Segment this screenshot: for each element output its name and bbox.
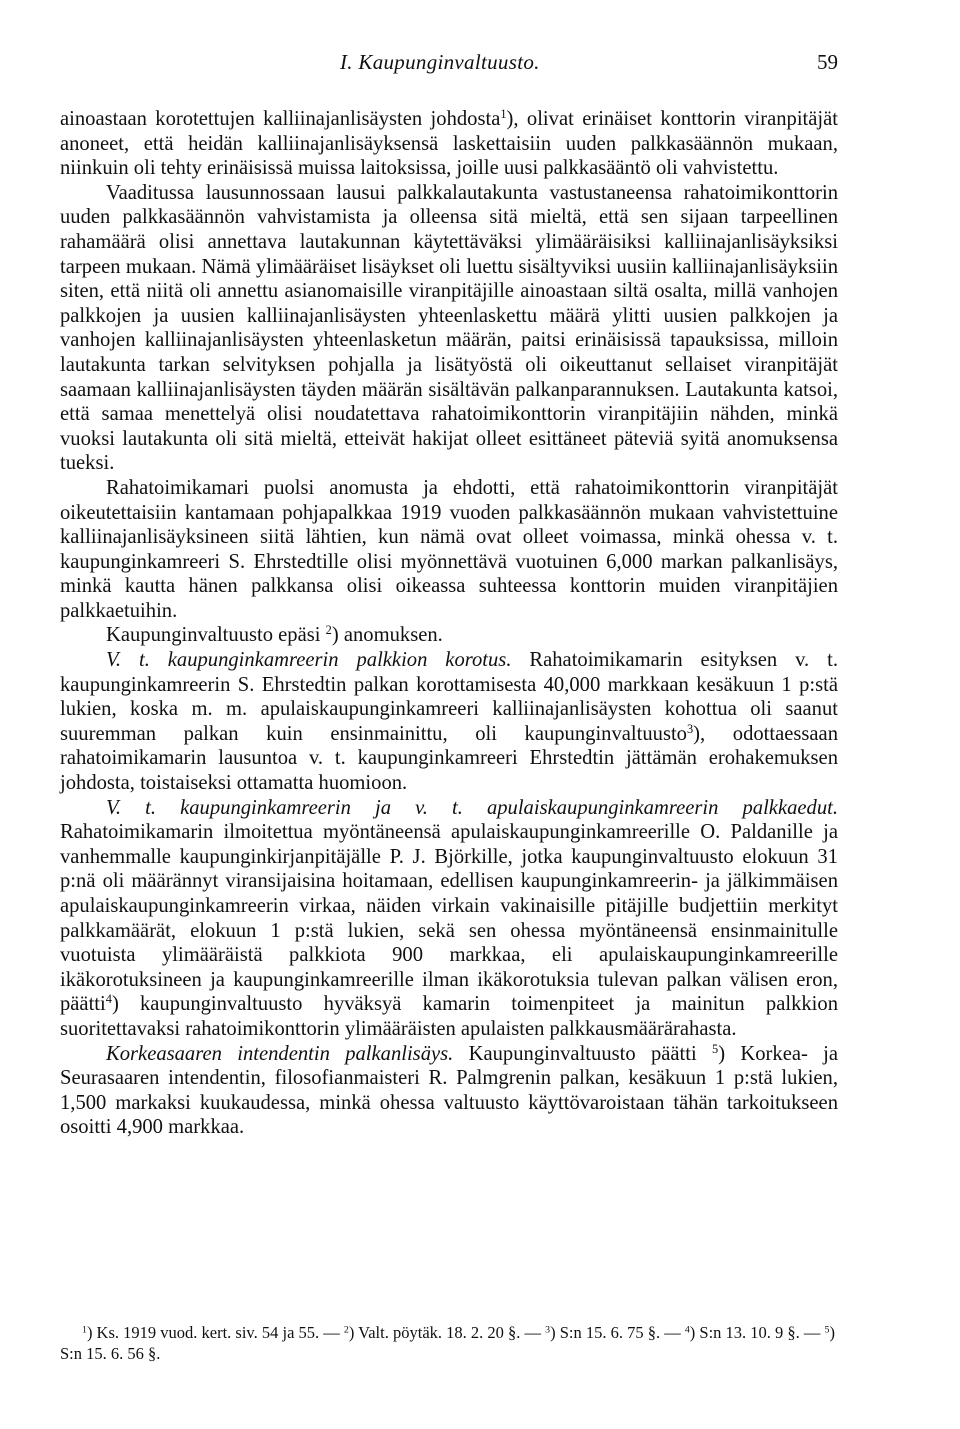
paragraph-1-text-a: ainoastaan korotettujen kalliinajanlisäysten johdosta [60,108,501,130]
footnote-mark-2: 2 [343,1324,349,1336]
footnotes [60,1323,838,1364]
paragraph-7-text-b: ) Korkea- ja Seurasaaren intendentin, filosofianmaisteri R. Palmgrenin palkan, kesäkuun 1 p:stä lukien, 1,500 markaksi kuukaudessa, minkä ohessa valtuusto käyttövaroistaan tähän tarkoitukseen osoitti 4,900 markkaa. [60,1042,839,1139]
footnote-line [60,1323,838,1364]
body-text [60,107,838,1140]
footnote-mark-5: 5 [824,1324,830,1336]
paragraph-4-text-a: Kaupunginvaltuusto epäsi [106,624,321,647]
footnote-ref-1: 1 [500,107,507,122]
section-title-palkkaedut: V. t. kaupunginkamreerin ja v. t. apulaiskaupunginkamreerin palkkaedut. [106,796,838,819]
footnote-ref-2: 2 [325,623,332,638]
paragraph-1 [60,107,838,181]
paragraph-6 [60,796,838,1042]
footnote-1: ) Ks. 1919 vuod. kert. siv. 54 ja 55. — [86,1323,344,1342]
paragraph-7-text-a: Kaupunginvaltuusto päätti [453,1042,697,1065]
footnote-3: ) S:n 15. 6. 75 §. — [550,1323,685,1342]
paragraph-5-text-a: Rahatoimikamarin esityksen v. t. kaupunginkamreerin S. Ehrstedtin palkan korottamisesta 40,000 markkaan kesäkuun 1 p:stä lukien, koska m. m. apulaiskaupunginkamreeri kalliinajanlisäysten kohottua oli saanut suuremman palkan kuin ensinmainittu, oli kaupunginvaltuusto [60,649,838,745]
section-title-palkanlisays: Korkeasaaren intendentin palkanlisäys. [106,1042,454,1065]
paragraph-6-text-b: ) kaupunginvaltuusto hyväksyä kamarin toimenpiteet ja mainitun palkkion suoritettavaksi rahatoimikonttorin ylimääräisten apulaisten palkkausmäärärahasta. [60,993,838,1040]
paragraph-7 [60,1042,838,1140]
footnote-mark-1: 1 [82,1324,87,1336]
running-title: I. Kaupunginvaltuusto. [340,50,540,74]
section-title-palkkion-korotus: V. t. kaupunginkamreerin palkkion korotus. [106,649,512,672]
paragraph-3: Rahatoimikamari puolsi anomusta ja ehdotti, että rahatoimikonttorin viranpitäjät oikeutettaisiin kantamaan pohjapalkkaa 1919 vuoden palkkasäännön mukaan vahvistettuine kalliinajanlisäyksineen siitä lähtien, kun nämä ovat olleet voimassa, minkä ohessa v. t. kaupunginkamreeri S. Ehrstedtille olisi myönnettävä vuotuinen 6,000 markan palkanlisäys, minkä kautta hänen palkkansa olisi oikeassa suhteessa konttorin muiden viranpitäjien palkkaetuihin. [60,476,838,622]
footnote-ref-4: 4 [105,992,112,1007]
footnote-5: ) S:n 15. 6. 56 §. [60,1323,835,1363]
paragraph-6-text-a: Rahatoimikamarin ilmoitettua myöntäneensä apulaiskaupunginkamreerille O. Paldanille ja vanhemmalle kaupunginkirjanpitäjälle P. J. Björkille, jotka kaupunginvaltuusto elokuun 31 p:nä oli määrännyt viransijaisina hoitamaan, edellisen kaupunginkamreerin- ja jälkimmäisen apulaiskaupunginkamreerin virkaa, näiden virkain vakinaisille pitäjille budjettiin merkityt palkkamäärät, elokuun 1 p:stä lukien, sekä sen ohessa myöntäneensä ensinmainitulle vuotuista ylimääräistä palkkiota 900 markkaa, eli apulaiskaupunginkamreerille ikäkorotuksineen ja kaupunginkamreerille ilman ikäkorotuksia tulevan palkan välisen eron, päätti [60,821,838,1016]
paragraph-2: Vaaditussa lausunnossaan lausui palkkalautakunta vastustaneensa rahatoimikonttorin uuden palkkasäännön vahvistamista ja olleensa sitä mieltä, että sen sijaan tarpeellinen rahamäärä olisi annettava lautakunnan käytettäväksi ylimääräisiksi kalliinajanlisäyksiksi tarpeen mukaan. Nämä ylimääräiset lisäykset oli luettu sisältyviksi uusiin kalliinajanlisäyksiin siten, että niitä oli annettu asianomaisille viranpitäjille ainoastaan siltä osalta, millä vanhojen palkkojen ja uusien kalliinajanlisäysten yhteenlaskettu määrä ylitti uusien palkkojen ja vanhojen kalliinajanlisäysten yhteenlasketun määrän, paitsi erinäisissä tapauksissa, milloin lautakunta tarkan selvityksen pohjalla ja lisätyöstä oli oikeuttanut sellaiset viranpitäjät saamaan kalliinajanlisäysten täyden määrän sisältävän palkanparannuksen. Lautakunta katsoi, että samaa menettelyä olisi noudatettava rahatoimikonttorin viranpitäjiin nähden, minkä vuoksi lautakunta oli sitä mieltä, etteivät hakijat olleet esittäneet päteviä syitä anomuksensa tueksi. [60,181,838,475]
footnote-mark-3: 3 [545,1324,551,1336]
footnote-mark-4: 4 [684,1324,690,1336]
paragraph-4-text-b: ) anomuksen. [331,624,443,647]
footnote-4: ) S:n 13. 10. 9 §. — [689,1323,825,1342]
page-number: 59 [817,50,838,74]
page-header [60,40,838,80]
paragraph-5 [60,648,838,796]
paragraph-1-text-b: ), olivat erinäiset konttorin viranpitäjät anoneet, että heidän kalliinajanlisäyksensä laskettaisiin uuden palkkasäännön mukaan, niinkuin oli tehty erinäisissä muissa laitoksissa, joille uusi palkkasääntö oli vahvistettu. [60,108,838,180]
footnote-ref-3: 3 [686,722,694,737]
paragraph-4 [60,623,838,648]
footnote-2: ) Valt. pöytäk. 18. 2. 20 §. — [348,1323,546,1342]
footnote-ref-5: 5 [712,1041,719,1056]
paragraph-5-text-b: ), odottaessaan rahatoimikamarin lausuntoa v. t. kaupunginkamreeri Ehrstedtin jättämän erohakemuksen johdosta, toistaiseksi ottamatta huomioon. [60,722,838,795]
